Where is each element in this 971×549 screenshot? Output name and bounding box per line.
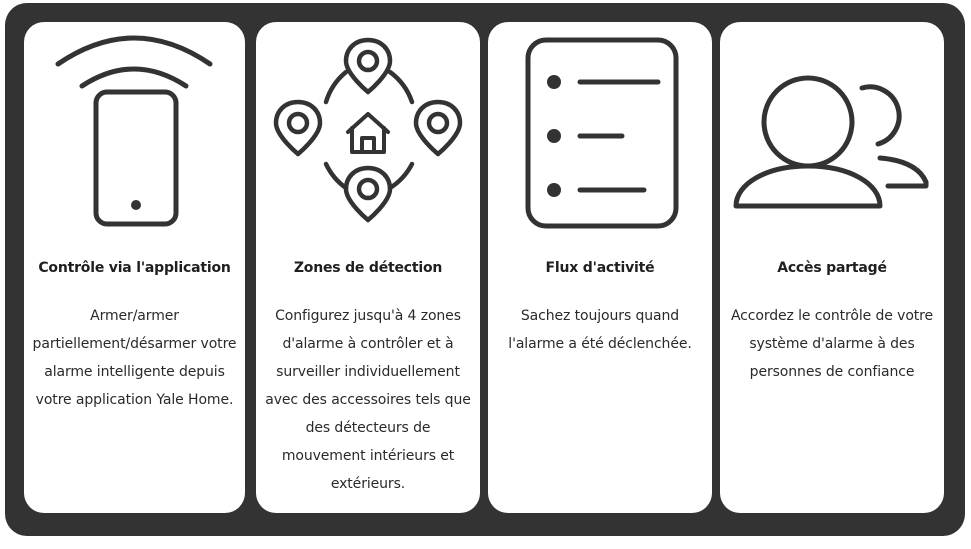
card-description: Configurez jusqu'à 4 zones d'alarme à contrôler et à surveiller individuellement avec des accessoires tels que des détecteurs de mouvement intérieurs et extérieurs. [265,308,471,492]
card-title: Flux d'activité [545,260,655,276]
card-description: Sachez toujours quand l'alarme a été déclenchée. [508,308,692,352]
card-description: Armer/armer partiellement/désarmer votre alarme intelligente depuis votre application Yale Home. [32,308,237,408]
feature-card-activity-feed [488,22,712,513]
detection-zones-icon [256,22,480,232]
users-icon [720,22,944,232]
card-title: Accès partagé [777,260,887,276]
feature-card-shared-access [720,22,944,513]
features-panel [5,3,965,536]
card-title: Zones de détection [293,260,443,276]
smartphone-signal-icon [24,22,245,232]
card-description: Accordez le contrôle de votre système d'alarme à des personnes de confiance [730,308,934,380]
activity-list-icon [488,22,712,232]
feature-card-detection-zones [256,22,480,513]
card-title: Contrôle via l'application [38,260,231,276]
feature-card-app-control [24,22,245,513]
